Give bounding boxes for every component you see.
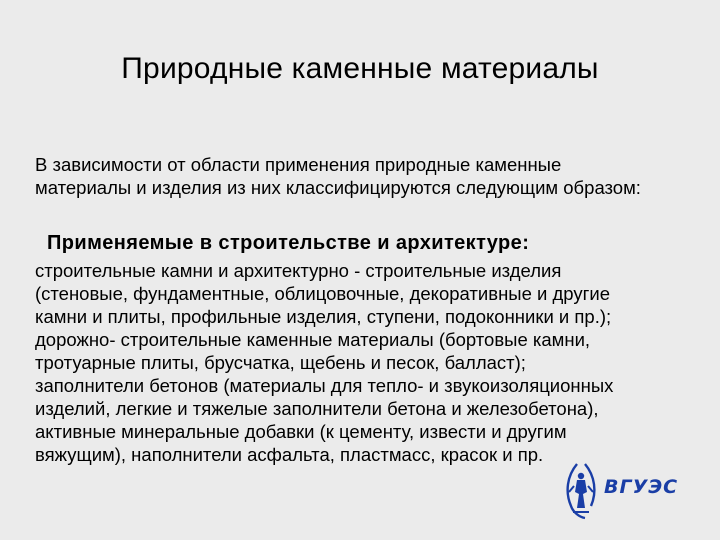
body-line: изделий, легкие и тяжелые заполнители бетона и железобетона), [35,398,599,419]
intro-paragraph: В зависимости от области применения природные каменные материалы и изделия из них классифицируются следующим образом: [35,154,641,198]
logo-text: ВГУЭС [604,476,679,498]
emblem-icon [563,462,599,520]
body-line: вяжущим), наполнители асфальта, пластмасс, красок и пр. [35,444,544,465]
body-line: (стеновые, фундаментные, облицовочные, декоративные и другие [35,283,610,304]
body-line: камни и плиты, профильные изделия, ступени, подоконники и пр.); [35,306,612,327]
body-line: тротуарные плиты, брусчатка, щебень и песок, балласт); [35,352,526,373]
body-line: строительные камни и архитектурно - строительные изделия [35,260,562,281]
slide-title: Природные каменные материалы [121,52,599,85]
body-line: дорожно- строительные каменные материалы (бортовые камни, [35,329,591,350]
section-heading-text: Применяемые в строительстве и архитектуре [47,232,523,254]
body-text [35,232,685,466]
section-heading-colon: : [522,232,530,254]
body-line: активные минеральные добавки (к цементу, извести и другим [35,421,567,442]
section-heading [35,232,685,259]
body-line: заполнители бетонов (материалы для тепло- и звукоизоляционных [35,375,614,396]
